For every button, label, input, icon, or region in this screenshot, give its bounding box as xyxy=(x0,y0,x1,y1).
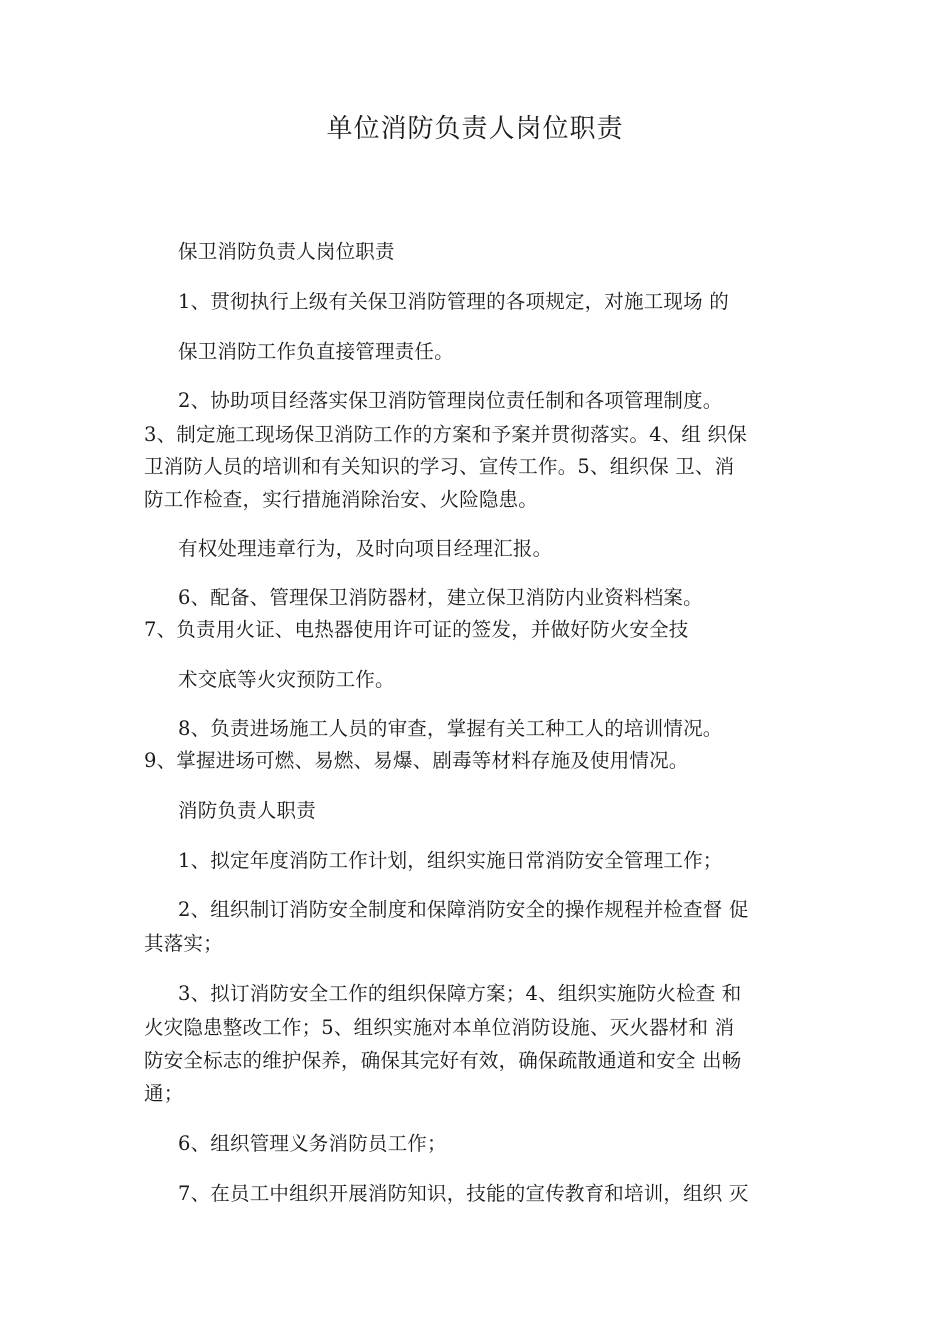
paragraph-line: 2、协助项目经落实保卫消防管理岗位责任制和各项管理制度。 xyxy=(178,389,723,412)
paragraph-line: 9、掌握进场可燃、易燃、易爆、剧毒等材料存施及使用情况。 xyxy=(144,749,689,772)
paragraph-line: 防工作检查，实行措施消除治安、火险隐患。 xyxy=(144,488,539,511)
paragraph-line: 通； xyxy=(144,1082,184,1105)
paragraph-line: 7、在员工中组织开展消防知识，技能的宣传教育和培训，组织 灭 xyxy=(178,1182,749,1205)
paragraph-line: 防安全标志的维护保养，确保其完好有效，确保疏散通道和安全 出畅 xyxy=(144,1049,742,1072)
paragraph-line: 保卫消防工作负直接管理责任。 xyxy=(178,340,454,363)
section-heading-security: 保卫消防负责人岗位职责 xyxy=(178,240,395,263)
paragraph-line: 术交底等火灾预防工作。 xyxy=(178,668,395,691)
paragraph-line: 2、组织制订消防安全制度和保障消防安全的操作规程并检查督 促 xyxy=(178,898,749,921)
paragraph-line: 其落实； xyxy=(144,932,223,955)
paragraph-line: 3、拟订消防安全工作的组织保障方案；4、组织实施防火检查 和 xyxy=(178,982,742,1005)
paragraph-line: 7、负责用火证、电热器使用许可证的签发，并做好防火安全技 xyxy=(144,618,689,641)
section-heading-fire: 消防负责人职责 xyxy=(178,799,316,822)
paragraph-line: 卫消防人员的培训和有关知识的学习、宣传工作。5、组织保 卫、消 xyxy=(144,455,735,478)
paragraph-line: 有权处理违章行为，及时向项目经理汇报。 xyxy=(178,537,553,560)
paragraph-line: 6、配备、管理保卫消防器材，建立保卫消防内业资料档案。 xyxy=(178,586,703,609)
paragraph-line: 1、贯彻执行上级有关保卫消防管理的各项规定，对施工现场 的 xyxy=(178,290,729,313)
paragraph-line: 1、拟定年度消防工作计划，组织实施日常消防安全管理工作； xyxy=(178,849,723,872)
document-title: 单位消防负责人岗位职责 xyxy=(326,114,624,144)
paragraph-line: 6、组织管理义务消防员工作； xyxy=(178,1132,447,1155)
paragraph-line: 火灾隐患整改工作；5、组织实施对本单位消防设施、灭火器材和 消 xyxy=(144,1016,735,1039)
paragraph-line: 3、制定施工现场保卫消防工作的方案和予案并贯彻落实。4、组 织保 xyxy=(144,423,747,446)
paragraph-line: 8、负责进场施工人员的审查，掌握有关工种工人的培训情况。 xyxy=(178,717,723,740)
